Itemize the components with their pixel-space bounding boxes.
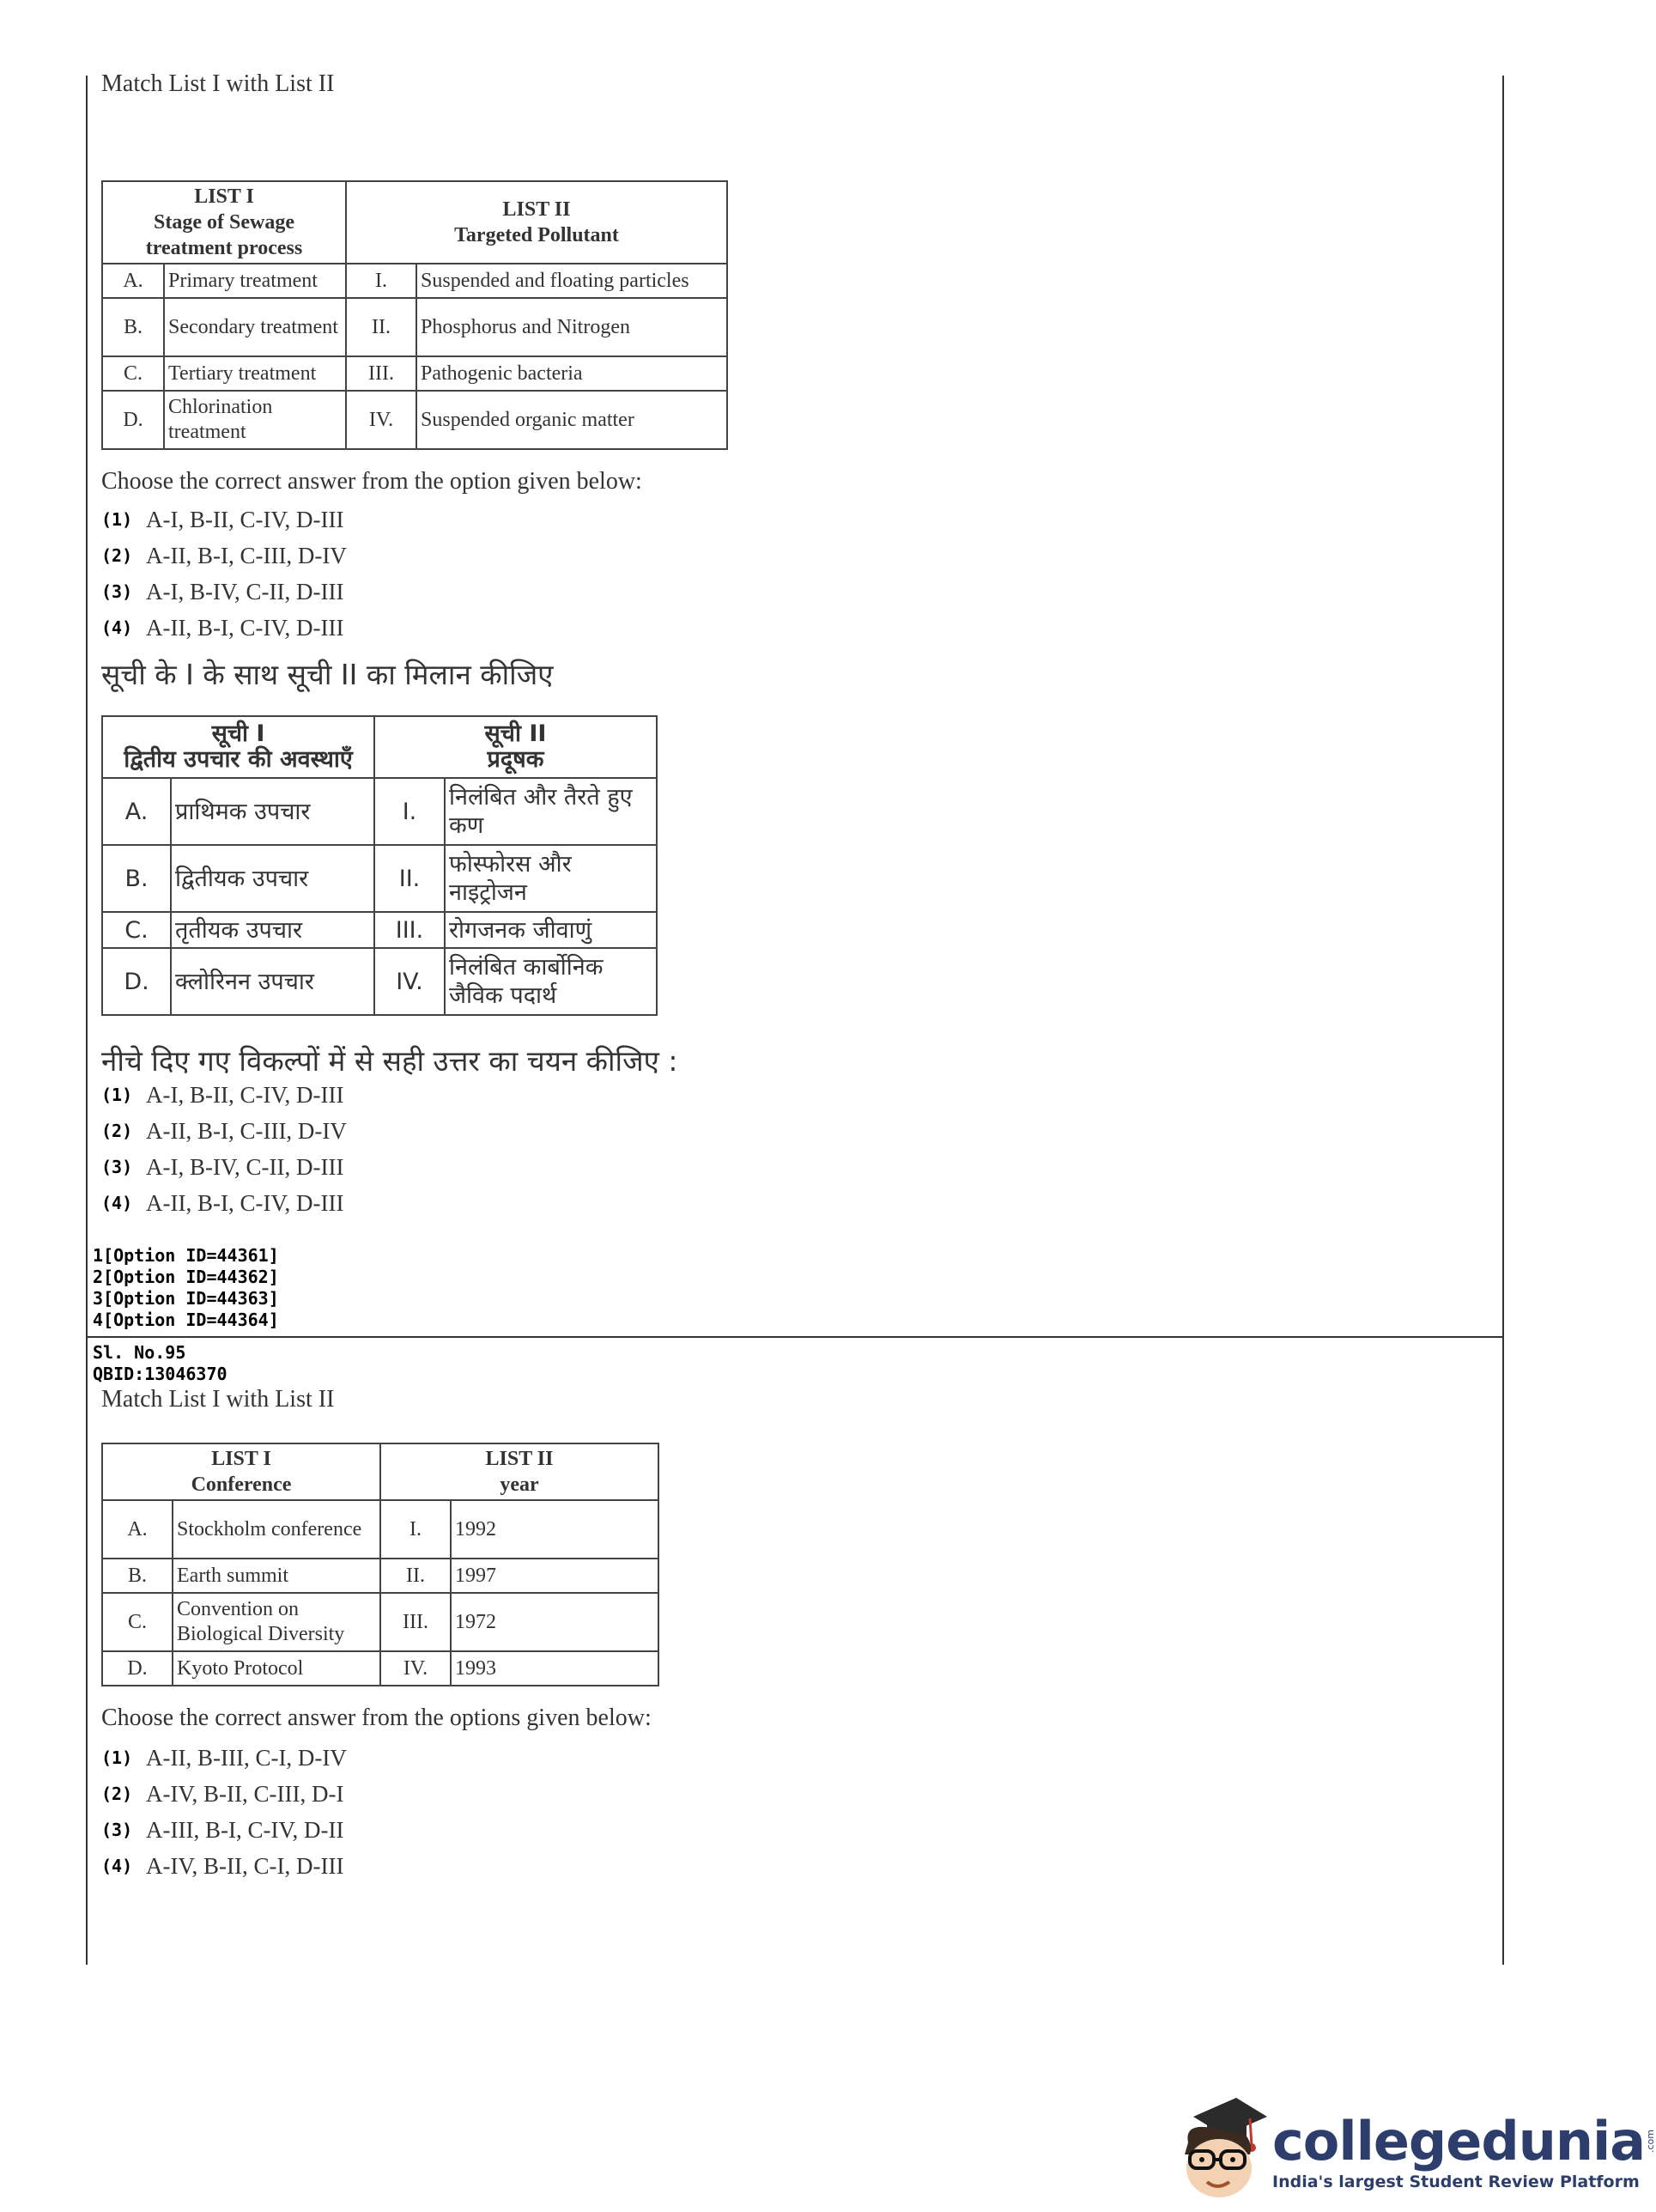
- option-item: (4) A-II, B-I, C-IV, D-III: [101, 615, 344, 641]
- q1-match-table: [101, 180, 728, 450]
- table-row: C. तृतीयक उपचार III. रोगजनक जीवाणुं: [102, 912, 657, 948]
- page-frame-left: [86, 76, 88, 1965]
- q1-hindi-list1-header: सूची I द्वितीय उपचार की अवस्थाएँ: [102, 716, 374, 778]
- q2-list2-header: LIST II year: [380, 1443, 658, 1500]
- option-item: (1) A-I, B-II, C-IV, D-III: [101, 507, 344, 532]
- option-item: (3) A-III, B-I, C-IV, D-II: [101, 1817, 344, 1843]
- collegedunia-logo: [1168, 2091, 1656, 2203]
- option-item: (3) A-I, B-IV, C-II, D-III: [101, 579, 344, 605]
- q1-hindi-match-table: [101, 715, 658, 1016]
- question-separator: [86, 1336, 1504, 1338]
- serial-number: Sl. No.95: [93, 1342, 186, 1363]
- q2-prompt: Match List I with List II: [101, 1386, 335, 1413]
- table-row: A. Stockholm conference I. 1992: [102, 1500, 658, 1559]
- brand-suffix: .com: [1645, 2130, 1656, 2153]
- table-row: C. Tertiary treatment III. Pathogenic bacteria: [102, 356, 727, 391]
- brand-name: collegedunia: [1272, 2110, 1646, 2172]
- table-row: B. द्वितीयक उपचार II. फोस्फोरस और नाइट्रोजन: [102, 845, 657, 912]
- q2-meta: [93, 1342, 227, 1385]
- option-item: (4) A-IV, B-II, C-I, D-III: [101, 1853, 344, 1879]
- table-row: B. Secondary treatment II. Phosphorus and Nitrogen: [102, 298, 727, 356]
- table-row: A. Primary treatment I. Suspended and floating particles: [102, 264, 727, 298]
- mascot-icon: [1168, 2091, 1271, 2203]
- q2-options-list: [101, 1740, 347, 1884]
- q1-choose-text: Choose the correct answer from the option given below:: [101, 468, 642, 495]
- option-item: (2) A-IV, B-II, C-III, D-I: [101, 1781, 344, 1807]
- q1-hindi-list2-header: सूची II प्रदूषक: [374, 716, 657, 778]
- q2-list1-header: LIST I Conference: [102, 1443, 380, 1500]
- q1-hindi-options-list: [101, 1077, 347, 1221]
- table-row: C. Convention on Biological Diversity III. 1972: [102, 1593, 658, 1651]
- brand-tagline: India's largest Student Review Platform: [1272, 2172, 1640, 2191]
- table-row: B. Earth summit II. 1997: [102, 1559, 658, 1593]
- option-item: (2) A-II, B-I, C-III, D-IV: [101, 1118, 347, 1144]
- option-item: (3) A-I, B-IV, C-II, D-III: [101, 1154, 344, 1180]
- table-row: D. Kyoto Protocol IV. 1993: [102, 1651, 658, 1686]
- option-item: (2) A-II, B-I, C-III, D-IV: [101, 543, 347, 568]
- q2-match-table: [101, 1443, 659, 1686]
- q1-list1-header: LIST I Stage of Sewage treatment process: [102, 181, 346, 264]
- q1-hindi-prompt: सूची के I के साथ सूची II का मिलान कीजिए: [101, 658, 554, 691]
- q1-hindi-choose-text: नीचे दिए गए विकल्पों में से सही उत्तर का चयन कीजिए :: [101, 1044, 678, 1078]
- q1-options-list: [101, 501, 347, 646]
- option-item: (1) A-II, B-III, C-I, D-IV: [101, 1745, 347, 1771]
- option-item: (4) A-II, B-I, C-IV, D-III: [101, 1190, 344, 1216]
- table-row: A. प्राथिमक उपचार I. निलंबित और तैरते हुए कण: [102, 778, 657, 845]
- qbid: QBID:13046370: [93, 1364, 227, 1384]
- q1-list2-header: LIST II Targeted Pollutant: [346, 181, 727, 264]
- page-frame-right: [1502, 76, 1504, 1965]
- option-item: (1) A-I, B-II, C-IV, D-III: [101, 1082, 344, 1108]
- q2-choose-text: Choose the correct answer from the options given below:: [101, 1705, 652, 1731]
- q1-prompt: Match List I with List II: [101, 70, 335, 97]
- table-row: D. Chlorination treatment IV. Suspended organic matter: [102, 391, 727, 449]
- q1-option-ids: 1[Option ID=44361] 2[Option ID=44362] 3[Option ID=44363] 4[Option ID=44364]: [93, 1245, 279, 1330]
- table-row: D. क्लोरिनन उपचार IV. निलंबित कार्बोनिक जैविक पदार्थ: [102, 948, 657, 1015]
